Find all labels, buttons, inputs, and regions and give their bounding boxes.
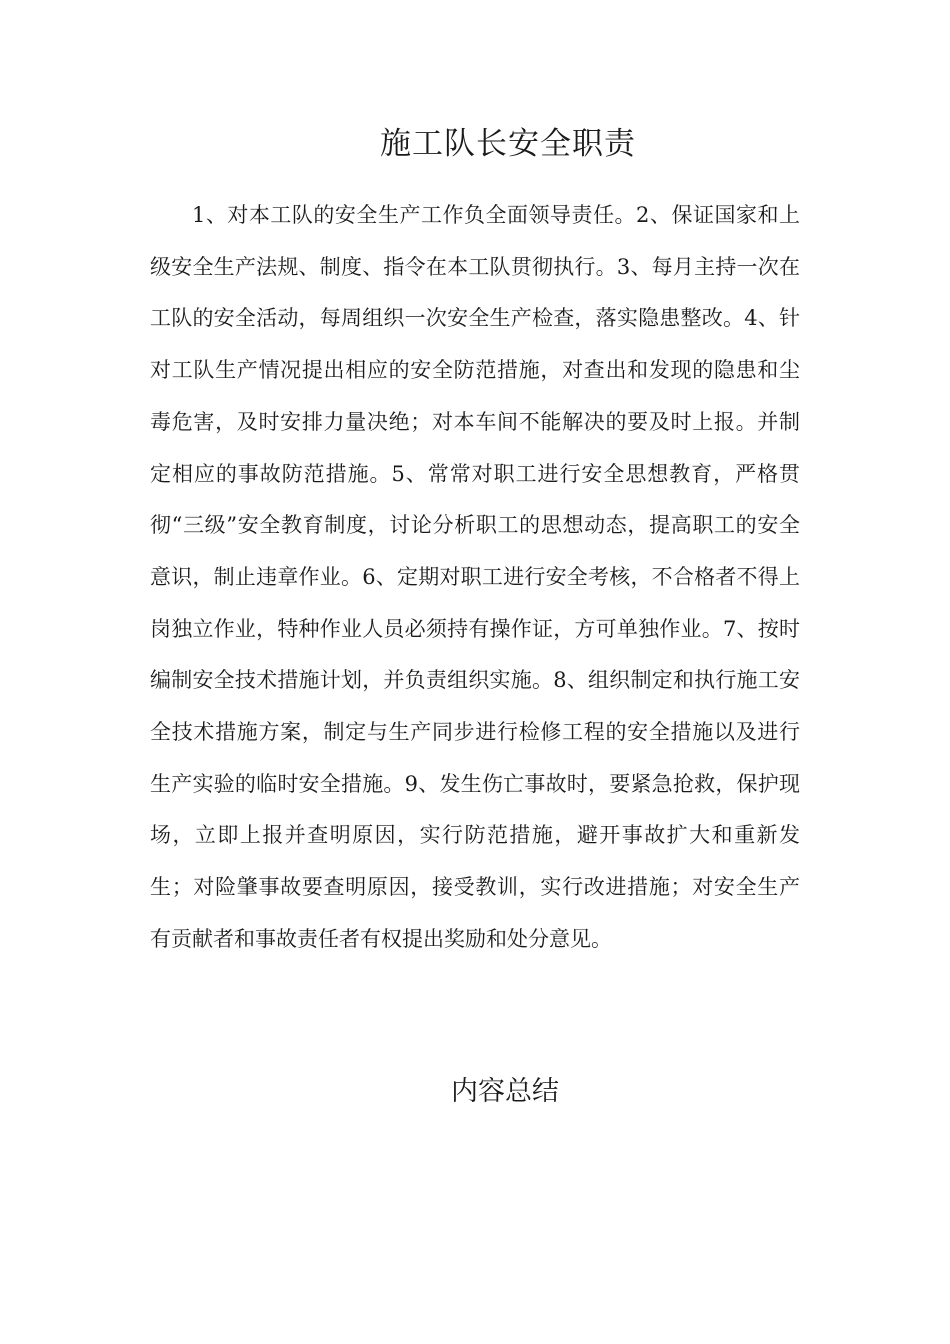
document-body: 1、对本工队的安全生产工作负全面领导责任。2、保证国家和上级安全生产法规、制度、指令在本工队贯彻执行。3、每月主持一次在工队的安全活动，每周组织一次安全生产检查，落实隐患整改。4、针对工队生产情况提出相应的安全防范措施，对查出和发现的隐患和尘毒危害，及时安排力量决绝；对本车间不能解决的要及时上报。并制定相应的事故防范措施。5、常常对职工进行安全思想教育，严格贯彻“三级”安全教育制度，讨论分析职工的思想动态，提高职工的安全意识，制止违章作业。6、定期对职工进行安全考核，不合格者不得上岗独立作业，特种作业人员必须持有操作证，方可单独作业。7、按时编制安全技术措施计划，并负责组织实施。8、组织制定和执行施工安全技术措施方案，制定与生产同步进行检修工程的安全措施以及进行生产实验的临时安全措施。9、发生伤亡事故时，要紧急抢救，保护现场，立即上报并查明原因，实行防范措施，避开事故扩大和重新发生；对险肇事故要查明原因，接受教训，实行改进措施；对安全生产有贡献者和事故责任者有权提出奖励和处分意见。: [150, 203, 800, 951]
summary-heading: 内容总结: [451, 1076, 559, 1107]
document-title: 施工队长安全职责: [380, 126, 636, 162]
